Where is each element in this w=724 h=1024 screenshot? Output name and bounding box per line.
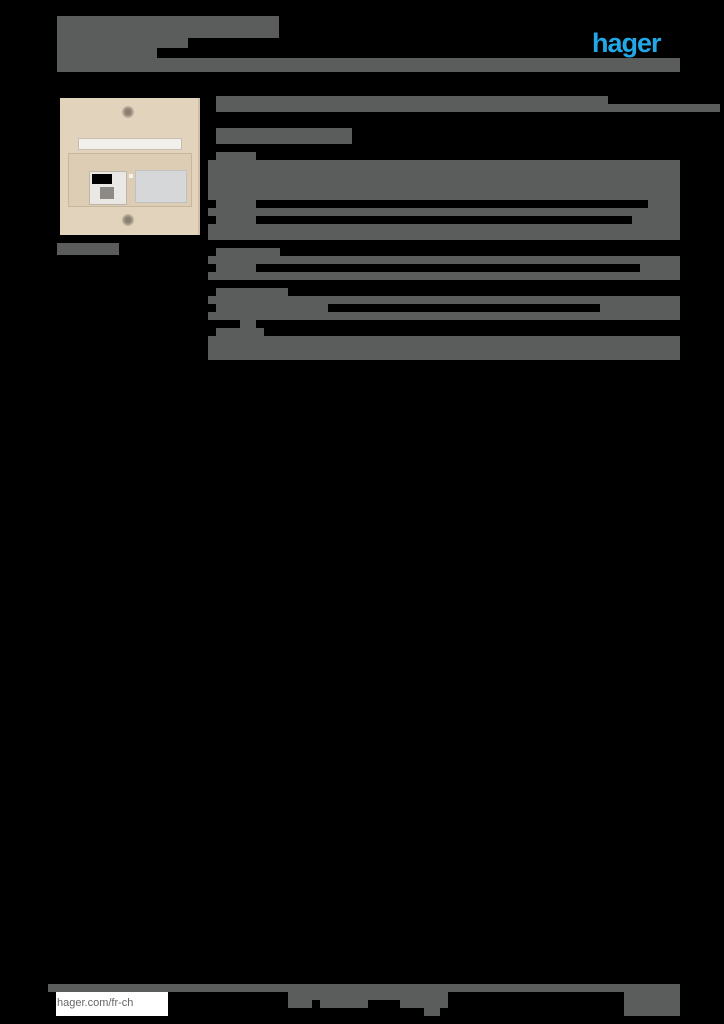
image-caption-redacted (57, 243, 119, 255)
spec-label-redacted (240, 320, 256, 328)
header-title-redacted (57, 16, 279, 38)
spec-value-cell (640, 264, 680, 272)
spec-row (208, 272, 680, 280)
product-subtitle-redacted (216, 128, 352, 144)
product-title-redacted (216, 96, 608, 112)
spec-row (208, 160, 680, 200)
label-strip (78, 138, 182, 150)
screw-icon (122, 214, 134, 226)
product-title-rule (608, 104, 720, 112)
hager-logo: hager (592, 28, 661, 58)
footer-rule (48, 984, 680, 992)
spec-row (208, 256, 680, 264)
spec-row (208, 208, 680, 216)
blank-insert (135, 170, 187, 203)
footer-center-text-redacted (400, 992, 448, 1008)
screw-icon (122, 106, 134, 118)
footer-page-number-redacted (624, 992, 680, 1016)
outlet-insert (68, 153, 192, 207)
rj45-jack-icon (89, 171, 127, 205)
spec-value-cell (600, 304, 680, 312)
spec-row (208, 224, 680, 232)
footer-center-text-redacted (344, 1000, 368, 1008)
footer-center-text-redacted (320, 992, 344, 1008)
header-subtitle-redacted (57, 38, 188, 48)
spec-row (208, 312, 680, 320)
product-image (60, 98, 200, 235)
footer-center-text-redacted (288, 992, 312, 1008)
led-indicator (129, 174, 133, 178)
spec-row (208, 336, 680, 360)
header-rule (57, 58, 680, 72)
spec-row-end (648, 200, 680, 208)
footer-center-text-redacted (424, 1008, 440, 1016)
spec-row (208, 232, 680, 240)
footer-website-link[interactable]: hager.com/fr-ch (56, 992, 168, 1016)
header-subtitle-redacted-2 (57, 48, 157, 58)
